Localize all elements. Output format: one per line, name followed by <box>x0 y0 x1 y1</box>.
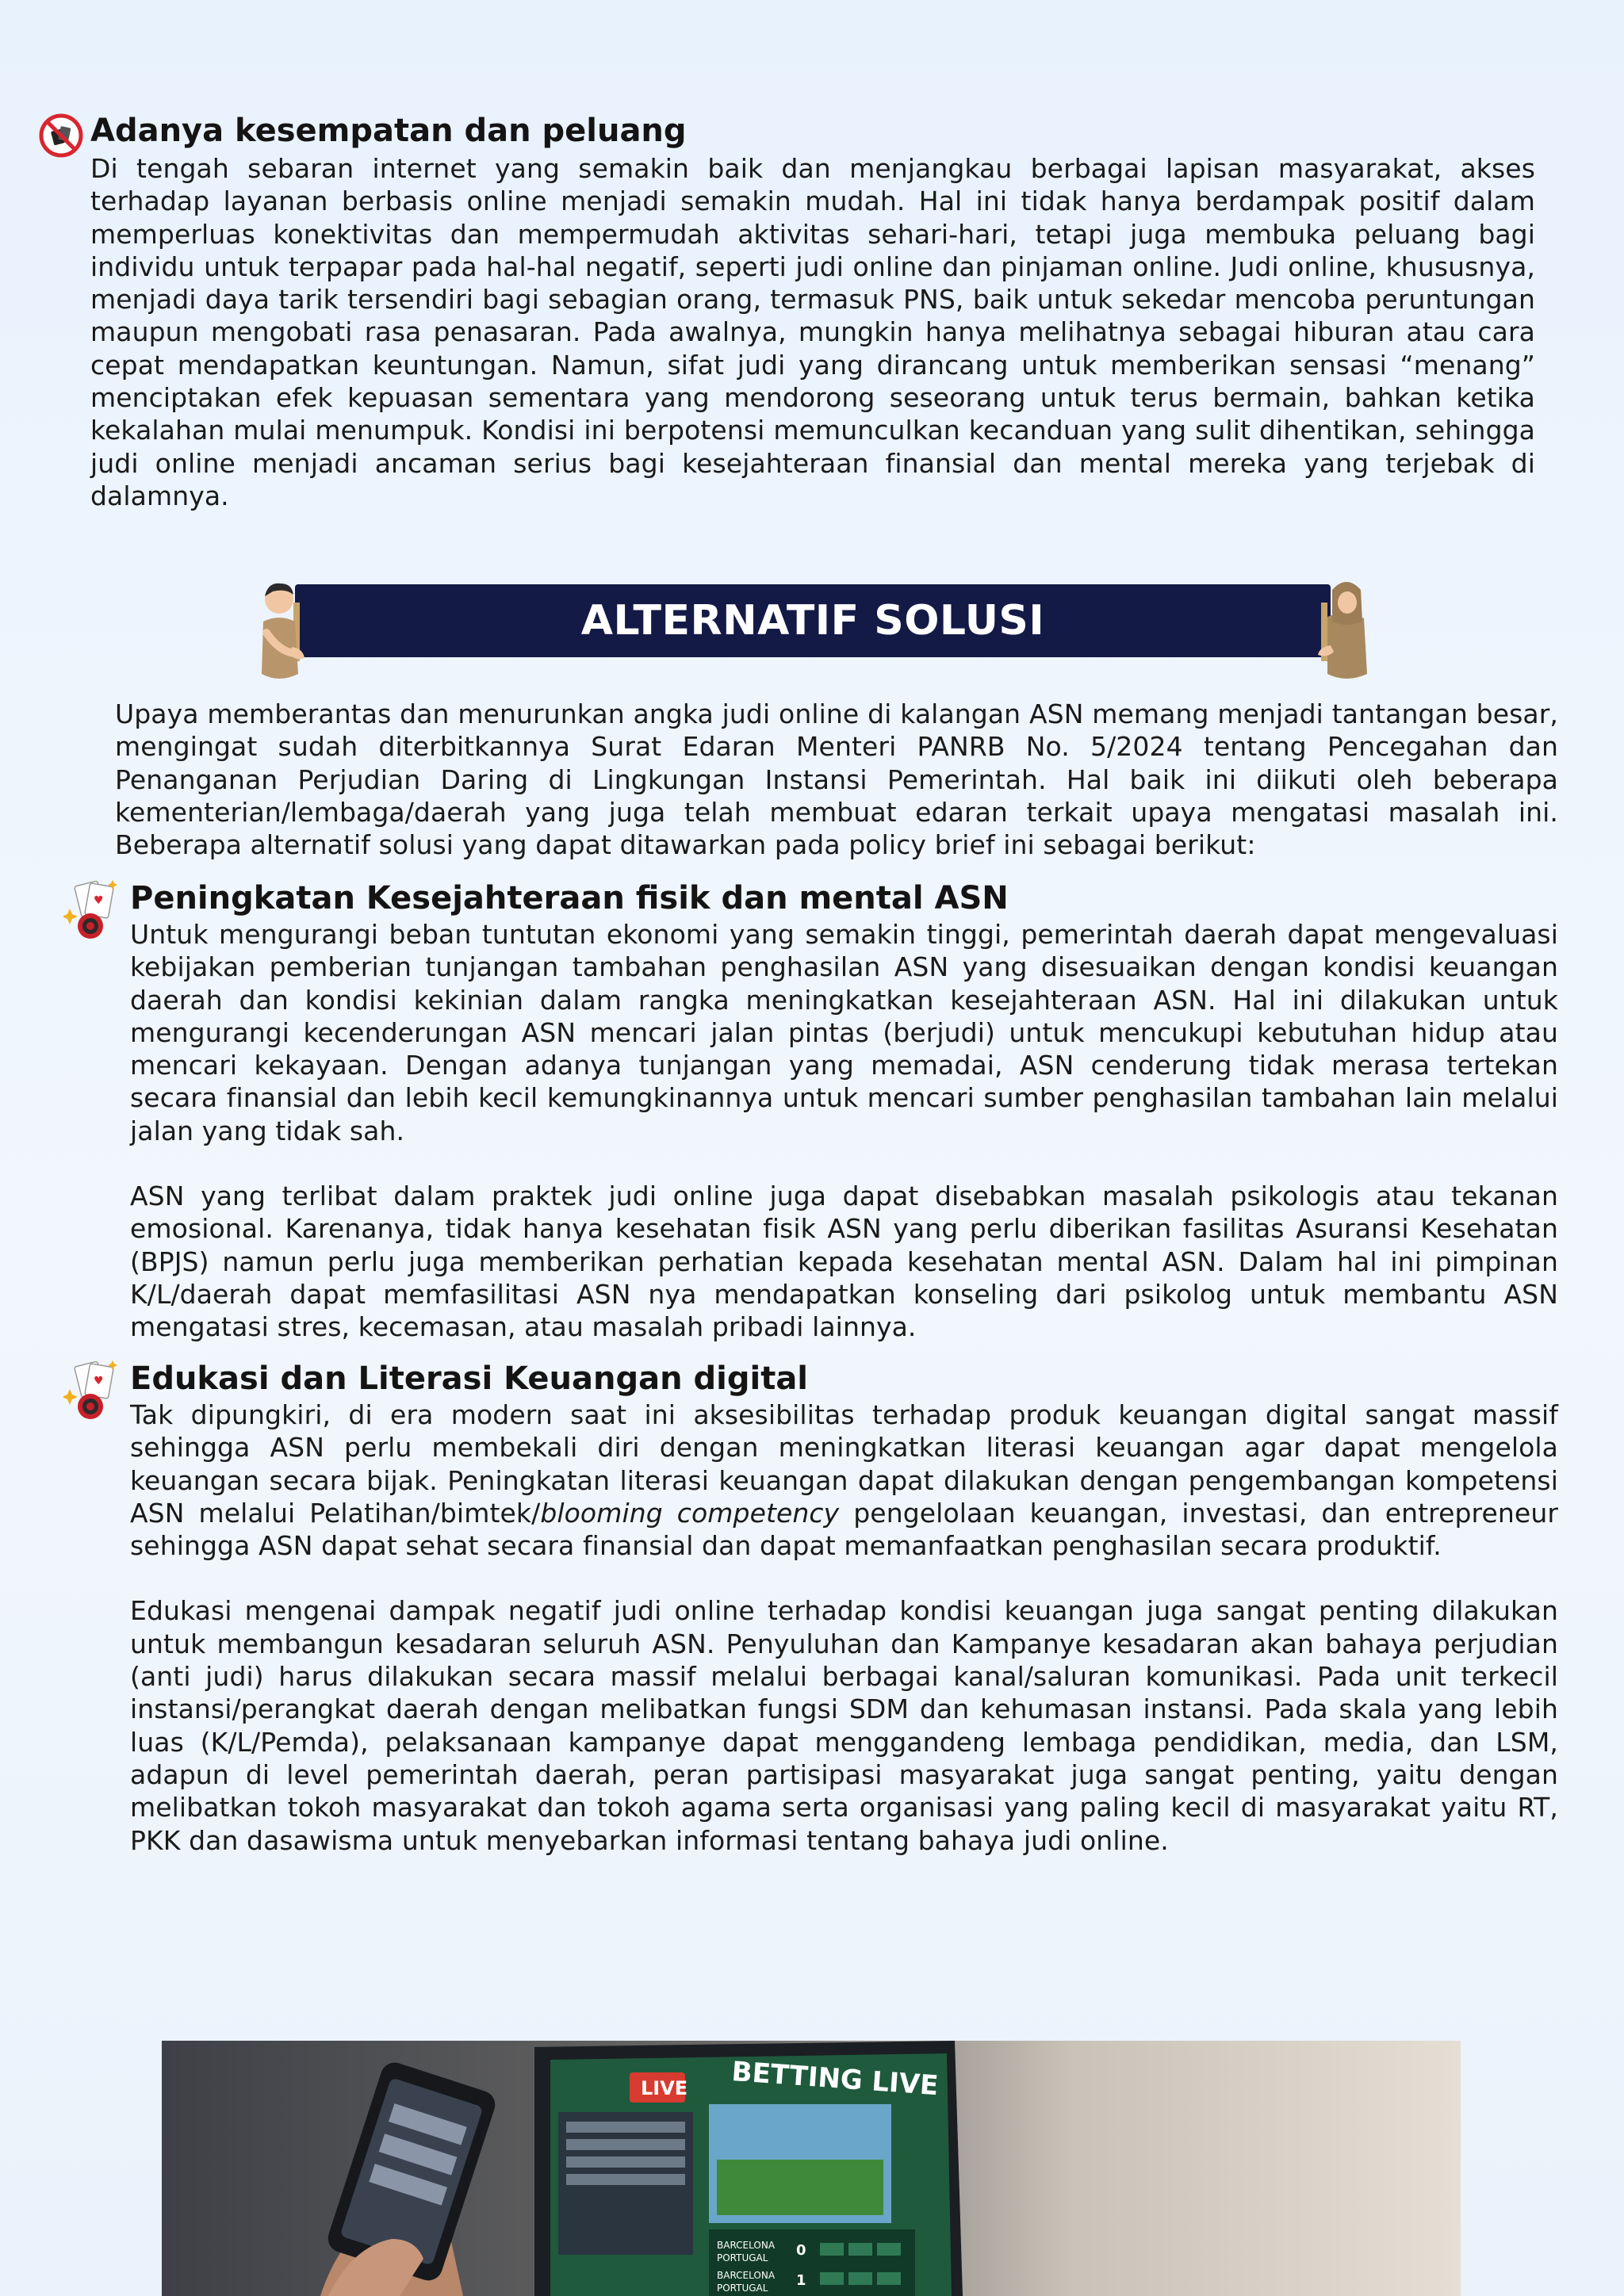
intro-paragraph: Upaya memberantas dan menurunkan angka judi online di kalangan ASN memang menjadi tantangan besar, mengingat sudah diterbitkannya Surat Edaran Menteri PANRB No. 5/2024 tentang Pencegahan dan Penanganan Perjudian Daring di Lingkungan Instansi Pemerintah. Hal baik ini diikuti oleh beberapa kementerian/lembaga/daerah yang juga telah membuat edaran terkait upaya mengatasi masalah ini. Beberapa alternatif solusi yang dapat ditawarkan pada policy brief ini sebagai berikut: <box>115 698 1558 861</box>
section-paragraph-1: Untuk mengurangi beban tuntutan ekonomi yang semakin tinggi, pemerintah daerah dapat mengevaluasi kebijakan pemberian tunjangan tambahan penghasilan ASN yang disesuaikan dengan kondisi keuangan daerah dan kondisi kekinian dalam rangka meningkatkan kesejahteraan ASN. Hal ini dilakukan untuk mengurangi kecenderungan ASN mencari jalan pintas (berjudi) untuk mencukupi kebutuhan hidup atau mencari kekayaan. Dengan adanya tunjangan yang memadai, ASN cenderung tidak merasa tertekan secara finansial dan lebih kecil kemungkinannya untuk mencari sumber penghasilan tambahan lain melalui jalan yang tidak sah. <box>130 919 1558 1146</box>
section-welfare <box>63 878 1558 1344</box>
paragraph-text: Tak dipungkiri, di era modern saat ini aksesibilitas terhadap produk keuangan digital sangat massif sehingga ASN perlu membekali diri dengan meningkatkan literasi keuangan agar dapat mengelola keuangan secara bijak. Peningkatan literasi keuangan dapat dilakukan dengan pengembangan kompetensi ASN melalui Pelatihan/bimtek/ <box>130 1399 1558 1529</box>
casino-cards-icon <box>63 878 121 943</box>
team-label: PORTUGAL <box>717 2283 768 2294</box>
section-paragraph-2: Edukasi mengenai dampak negatif judi online terhadap kondisi keuangan juga sangat penting dilakukan untuk membangun kesadaran seluruh ASN. Penyuluhan dan Kampanye kesadaran akan bahaya perjudian (anti judi) harus dilakukan secara massif melalui berbagai kanal/saluran komunikasi. Pada unit terkecil instansi/perangkat daerah dengan melibatkan fungsi SDM dan kehumasan instansi. Pada skala yang lebih luas (K/L/Pemda), pelaksanaan kampanye dapat menggandeng lembaga pendidikan, media, dan LSM, adapun di level pemerintah daerah, peran partisipasi masyarakat juga sangat penting, yaitu dengan melibatkan tokoh masyarakat dan tokoh agama serta organisasi yang paling kecil di masyarakat yaitu RT, PKK dan dasawisma untuk menyebarkan informasi tentang bahaya judi online. <box>130 1595 1558 1856</box>
section-opportunity <box>38 111 1535 512</box>
section-financial-literacy <box>63 1359 1558 1857</box>
team-label: PORTUGAL <box>717 2252 768 2263</box>
woman-character-icon <box>1305 572 1369 683</box>
banner-bar <box>295 584 1331 657</box>
svg-text:♥: ♥ <box>94 1375 104 1387</box>
alternatif-solusi-banner <box>255 572 1369 683</box>
score-label: 1 <box>796 2272 806 2289</box>
no-gambling-icon <box>38 113 84 159</box>
section-paragraph: Di tengah sebaran internet yang semakin baik dan menjangkau berbagai lapisan masyarakat, akses terhadap layanan berbasis online menjadi semakin mudah. Hal ini tidak hanya berdampak positif dalam memperluas konektivitas dan mempermudah aktivitas sehari-hari, tetapi juga membuka peluang bagi individu untuk terpapar pada hal-hal negatif, seperti judi online dan pinjaman online. Judi online, khususnya, menjadi daya tarik tersendiri bagi sebagian orang, termasuk PNS, baik untuk sekedar mencoba peruntungan maupun mengobati rasa penasaran. Pada awalnya, mungkin hanya melihatnya sebagai hiburan atau cara cepat mendapatkan keuntungan. Namun, sifat judi yang dirancang untuk memberikan sensasi “menang” menciptakan efek kepuasan sementara yang mendorong seseorang untuk terus bermain, bahkan ketika kekalahan mulai menumpuk. Kondisi ini berpotensi memunculkan kecanduan yang sulit dihentikan, sehingga judi online menjadi ancaman serius bagi kesejahteraan finansial dan mental mereka yang terjebak di dalamnya. <box>90 153 1535 511</box>
man-character-icon <box>255 572 327 683</box>
italic-term: blooming competency <box>540 1497 840 1529</box>
paragraph-text: pengelolaan keuangan, investasi, dan entrepreneur sehingga ASN dapat sehat secara finansial dan dapat memanfaatkan penghasilan secara produktif. <box>130 1497 1559 1562</box>
betting-live-label: BETTING LIVE <box>730 2056 940 2103</box>
betting-photo-illustration <box>162 2041 1461 2296</box>
score-label: 0 <box>796 2242 806 2259</box>
team-label: BARCELONA <box>717 2270 776 2281</box>
section-intro <box>115 698 1558 861</box>
betting-photo <box>162 2041 1461 2296</box>
section-heading: Peningkatan Kesejahteraan fisik dan mental ASN <box>130 880 1009 916</box>
casino-cards-icon <box>63 1359 121 1424</box>
banner-title: ALTERNATIF SOLUSI <box>580 597 1045 645</box>
svg-text:♥: ♥ <box>94 894 104 907</box>
section-heading: Edukasi dan Literasi Keuangan digital <box>130 1360 809 1397</box>
section-heading: Adanya kesempatan dan peluang <box>90 113 687 149</box>
section-paragraph-1 <box>130 1399 1558 1562</box>
section-paragraph-2: ASN yang terlibat dalam praktek judi online juga dapat disebabkan masalah psikologis atau tekanan emosional. Karenanya, tidak hanya kesehatan fisik ASN yang perlu diberikan fasilitas Asuransi Kesehatan (BPJS) namun perlu juga memberikan perhatian kepada kesehatan mental ASN. Dalam hal ini pimpinan K/L/daerah dapat memfasilitasi ASN nya mendapatkan konseling dari psikolog untuk membantu ASN mengatasi stres, kecemasan, atau masalah pribadi lainnya. <box>130 1181 1558 1343</box>
live-label: LIVE <box>641 2077 688 2099</box>
team-label: BARCELONA <box>717 2240 776 2251</box>
